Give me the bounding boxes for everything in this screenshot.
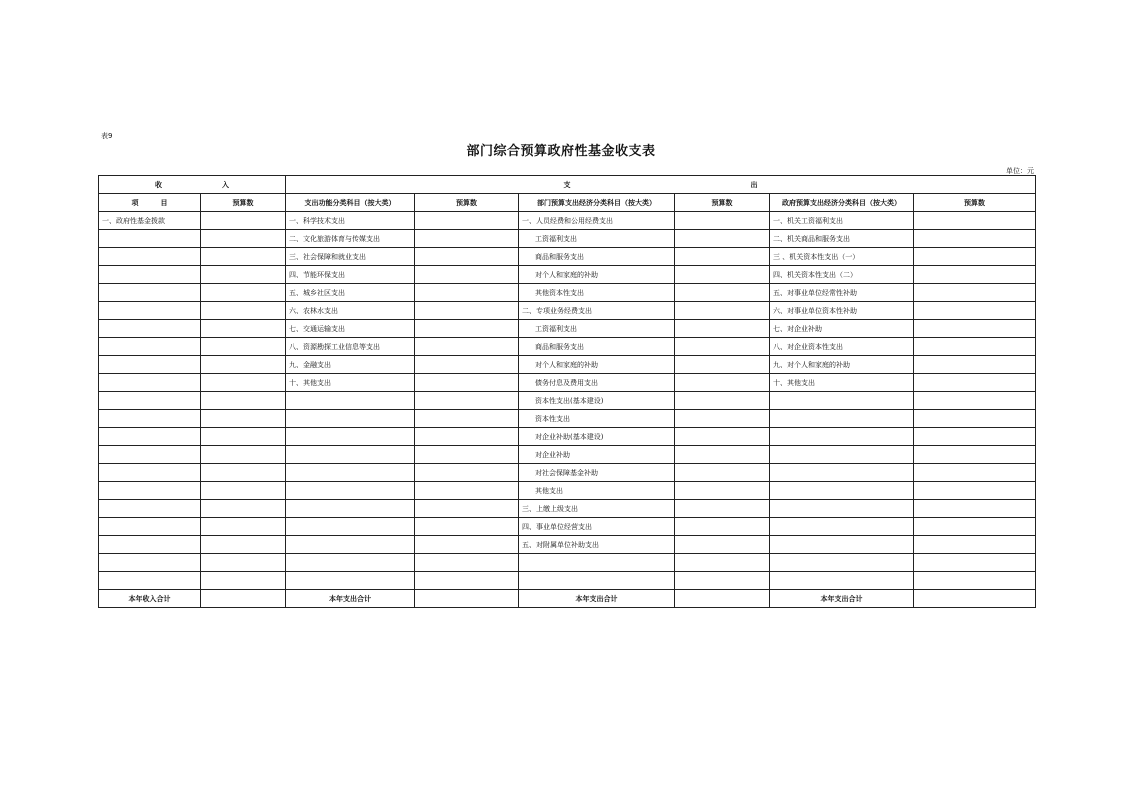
gov-econ-budget-cell [914, 230, 1036, 248]
table-row [99, 464, 1036, 482]
income-item-cell [99, 410, 201, 428]
income-budget-cell [201, 338, 286, 356]
income-item-cell [99, 572, 201, 590]
gov-econ-item-cell [770, 518, 914, 536]
expense-section-header [286, 176, 1036, 194]
income-item-cell [99, 518, 201, 536]
table-row [99, 392, 1036, 410]
dept-econ-item-cell: 商品和服务支出 [519, 248, 675, 266]
func-item-cell [286, 428, 415, 446]
table-row [99, 446, 1036, 464]
section-header-row [99, 176, 1036, 194]
dept-econ-item-cell: 二、专项业务经费支出 [519, 302, 675, 320]
func-budget-cell [415, 320, 519, 338]
func-budget-cell [415, 284, 519, 302]
dept-econ-item-cell: 对个人和家庭的补助 [519, 266, 675, 284]
table-row [99, 212, 1036, 230]
table-row [99, 536, 1036, 554]
func-item-cell [286, 536, 415, 554]
gov-econ-item-cell [770, 536, 914, 554]
func-budget-cell [415, 302, 519, 320]
total-dept-econ-label: 本年支出合计 [519, 590, 675, 608]
total-gov-econ-value [914, 590, 1036, 608]
income-item-cell [99, 302, 201, 320]
gov-econ-budget-cell [914, 374, 1036, 392]
table-row [99, 374, 1036, 392]
total-income-label: 本年收入合计 [99, 590, 201, 608]
col-header-func: 支出功能分类科目（按大类） [286, 194, 415, 212]
gov-econ-budget-cell [914, 410, 1036, 428]
gov-econ-item-cell: 九、对个人和家庭的补助 [770, 356, 914, 374]
func-item-cell: 二、文化旅游体育与传媒支出 [286, 230, 415, 248]
income-budget-cell [201, 410, 286, 428]
income-budget-cell [201, 266, 286, 284]
dept-econ-item-cell: 一、人员经费和公用经费支出 [519, 212, 675, 230]
table-row [99, 320, 1036, 338]
total-func-value [415, 590, 519, 608]
income-item-cell: 一、政府性基金拨款 [99, 212, 201, 230]
gov-econ-budget-cell [914, 338, 1036, 356]
gov-econ-item-cell [770, 446, 914, 464]
income-budget-cell [201, 446, 286, 464]
col-header-func-budget: 预算数 [415, 194, 519, 212]
func-budget-cell [415, 266, 519, 284]
gov-econ-budget-cell [914, 392, 1036, 410]
func-item-cell [286, 410, 415, 428]
gov-econ-budget-cell [914, 284, 1036, 302]
total-income-value [201, 590, 286, 608]
gov-econ-item-cell: 一、机关工资福利支出 [770, 212, 914, 230]
func-budget-cell [415, 500, 519, 518]
dept-econ-budget-cell [675, 482, 770, 500]
table-row [99, 302, 1036, 320]
gov-econ-item-cell [770, 410, 914, 428]
income-budget-cell [201, 572, 286, 590]
col-header-gov-budget: 预算数 [914, 194, 1036, 212]
expense-header-char-1: 支 [563, 180, 571, 189]
func-budget-cell [415, 554, 519, 572]
table-row [99, 356, 1036, 374]
income-item-cell [99, 464, 201, 482]
func-budget-cell [415, 356, 519, 374]
gov-econ-budget-cell [914, 482, 1036, 500]
dept-econ-budget-cell [675, 536, 770, 554]
dept-econ-budget-cell [675, 248, 770, 266]
dept-econ-item-cell: 对个人和家庭的补助 [519, 356, 675, 374]
dept-econ-budget-cell [675, 392, 770, 410]
income-budget-cell [201, 392, 286, 410]
gov-econ-budget-cell [914, 302, 1036, 320]
income-item-cell [99, 500, 201, 518]
table-row [99, 572, 1036, 590]
func-item-cell [286, 392, 415, 410]
dept-econ-item-cell: 债务付息及费用支出 [519, 374, 675, 392]
func-budget-cell [415, 392, 519, 410]
table-row [99, 266, 1036, 284]
gov-econ-item-cell: 五、对事业单位经常性补助 [770, 284, 914, 302]
page-title: 部门综合预算政府性基金收支表 [466, 144, 656, 159]
dept-econ-item-cell: 工资福利支出 [519, 320, 675, 338]
income-budget-cell [201, 320, 286, 338]
gov-econ-item-cell: 十、其他支出 [770, 374, 914, 392]
func-item-cell: 一、科学技术支出 [286, 212, 415, 230]
income-item-cell [99, 230, 201, 248]
gov-econ-item-cell [770, 572, 914, 590]
income-budget-cell [201, 518, 286, 536]
gov-econ-item-cell [770, 482, 914, 500]
dept-econ-budget-cell [675, 446, 770, 464]
col-header-item [99, 194, 201, 212]
col-header-dept-budget: 预算数 [675, 194, 770, 212]
table-number: 表9 [101, 132, 113, 140]
gov-econ-budget-cell [914, 266, 1036, 284]
income-item-cell [99, 554, 201, 572]
income-budget-cell [201, 212, 286, 230]
gov-econ-item-cell: 三 、机关资本性支出（一） [770, 248, 914, 266]
gov-econ-budget-cell [914, 248, 1036, 266]
dept-econ-budget-cell [675, 572, 770, 590]
total-gov-econ-label: 本年支出合计 [770, 590, 914, 608]
gov-econ-item-cell [770, 392, 914, 410]
table-row [99, 500, 1036, 518]
table-row [99, 284, 1036, 302]
income-header-char-1: 收 [155, 180, 162, 189]
gov-econ-item-cell: 七、对企业补助 [770, 320, 914, 338]
gov-econ-item-cell [770, 554, 914, 572]
income-budget-cell [201, 428, 286, 446]
gov-econ-item-cell: 八、对企业资本性支出 [770, 338, 914, 356]
func-budget-cell [415, 536, 519, 554]
dept-econ-budget-cell [675, 284, 770, 302]
func-budget-cell [415, 428, 519, 446]
col-header-item-char-2: 目 [160, 198, 168, 207]
income-budget-cell [201, 374, 286, 392]
func-item-cell: 四、节能环保支出 [286, 266, 415, 284]
func-budget-cell [415, 464, 519, 482]
income-item-cell [99, 266, 201, 284]
dept-econ-item-cell: 对企业补助(基本建设) [519, 428, 675, 446]
dept-econ-item-cell: 工资福利支出 [519, 230, 675, 248]
budget-table [98, 175, 1036, 608]
gov-econ-budget-cell [914, 518, 1036, 536]
gov-econ-item-cell: 二、机关商品和服务支出 [770, 230, 914, 248]
dept-econ-item-cell [519, 554, 675, 572]
dept-econ-item-cell: 其他支出 [519, 482, 675, 500]
func-budget-cell [415, 212, 519, 230]
dept-econ-item-cell: 资本性支出 [519, 410, 675, 428]
col-header-income-budget: 预算数 [201, 194, 286, 212]
income-header-char-2: 入 [222, 180, 229, 189]
func-item-cell [286, 446, 415, 464]
func-item-cell: 三、社会保障和就业支出 [286, 248, 415, 266]
dept-econ-budget-cell [675, 464, 770, 482]
func-item-cell: 八、资源勘探工业信息等支出 [286, 338, 415, 356]
income-item-cell [99, 338, 201, 356]
dept-econ-item-cell: 五、对附属单位补助支出 [519, 536, 675, 554]
func-item-cell [286, 572, 415, 590]
table-row [99, 410, 1036, 428]
func-budget-cell [415, 374, 519, 392]
func-budget-cell [415, 410, 519, 428]
table-row [99, 554, 1036, 572]
func-item-cell: 十、其他支出 [286, 374, 415, 392]
dept-econ-budget-cell [675, 212, 770, 230]
income-item-cell [99, 446, 201, 464]
income-item-cell [99, 320, 201, 338]
dept-econ-item-cell: 三、上缴上级支出 [519, 500, 675, 518]
dept-econ-budget-cell [675, 518, 770, 536]
income-budget-cell [201, 356, 286, 374]
func-item-cell: 七、交通运输支出 [286, 320, 415, 338]
dept-econ-budget-cell [675, 428, 770, 446]
income-budget-cell [201, 248, 286, 266]
col-header-item-char-1: 项 [131, 198, 139, 207]
table-row [99, 428, 1036, 446]
gov-econ-budget-cell [914, 212, 1036, 230]
income-budget-cell [201, 536, 286, 554]
dept-econ-item-cell: 对社会保障基金补助 [519, 464, 675, 482]
gov-econ-budget-cell [914, 428, 1036, 446]
gov-econ-budget-cell [914, 536, 1036, 554]
dept-econ-budget-cell [675, 500, 770, 518]
func-budget-cell [415, 482, 519, 500]
func-item-cell: 九、金融支出 [286, 356, 415, 374]
expense-header-char-2: 出 [750, 180, 758, 189]
income-item-cell [99, 536, 201, 554]
table-row [99, 482, 1036, 500]
income-item-cell [99, 356, 201, 374]
dept-econ-budget-cell [675, 230, 770, 248]
income-item-cell [99, 392, 201, 410]
func-item-cell: 六、农林水支出 [286, 302, 415, 320]
func-budget-cell [415, 446, 519, 464]
dept-econ-item-cell [519, 572, 675, 590]
income-item-cell [99, 284, 201, 302]
func-item-cell [286, 554, 415, 572]
dept-econ-item-cell: 四、事业单位经营支出 [519, 518, 675, 536]
gov-econ-budget-cell [914, 446, 1036, 464]
func-item-cell [286, 464, 415, 482]
table-row [99, 248, 1036, 266]
table-row [99, 338, 1036, 356]
income-item-cell [99, 482, 201, 500]
dept-econ-budget-cell [675, 554, 770, 572]
income-budget-cell [201, 302, 286, 320]
func-budget-cell [415, 230, 519, 248]
income-budget-cell [201, 482, 286, 500]
dept-econ-budget-cell [675, 266, 770, 284]
func-budget-cell [415, 248, 519, 266]
dept-econ-budget-cell [675, 374, 770, 392]
unit-label: 单位：元 [1006, 167, 1034, 175]
gov-econ-item-cell: 六、对事业单位资本性补助 [770, 302, 914, 320]
income-budget-cell [201, 230, 286, 248]
col-header-dept-econ: 部门预算支出经济分类科目（按大类） [519, 194, 675, 212]
dept-econ-budget-cell [675, 410, 770, 428]
func-item-cell [286, 518, 415, 536]
income-item-cell [99, 428, 201, 446]
total-func-label: 本年支出合计 [286, 590, 415, 608]
gov-econ-item-cell [770, 464, 914, 482]
total-dept-econ-value [675, 590, 770, 608]
dept-econ-budget-cell [675, 302, 770, 320]
table-row [99, 518, 1036, 536]
gov-econ-item-cell [770, 500, 914, 518]
income-item-cell [99, 374, 201, 392]
income-budget-cell [201, 464, 286, 482]
dept-econ-item-cell: 商品和服务支出 [519, 338, 675, 356]
func-item-cell [286, 482, 415, 500]
income-budget-cell [201, 554, 286, 572]
gov-econ-budget-cell [914, 554, 1036, 572]
dept-econ-budget-cell [675, 338, 770, 356]
table-row [99, 230, 1036, 248]
dept-econ-item-cell: 资本性支出(基本建设) [519, 392, 675, 410]
column-header-row [99, 194, 1036, 212]
gov-econ-item-cell [770, 428, 914, 446]
dept-econ-budget-cell [675, 356, 770, 374]
gov-econ-budget-cell [914, 572, 1036, 590]
func-item-cell: 五、城乡社区支出 [286, 284, 415, 302]
func-budget-cell [415, 338, 519, 356]
income-budget-cell [201, 284, 286, 302]
dept-econ-budget-cell [675, 320, 770, 338]
gov-econ-budget-cell [914, 500, 1036, 518]
totals-row [99, 590, 1036, 608]
col-header-gov-econ: 政府预算支出经济分类科目（按大类） [770, 194, 914, 212]
gov-econ-item-cell: 四、机关资本性支出（二） [770, 266, 914, 284]
gov-econ-budget-cell [914, 320, 1036, 338]
func-budget-cell [415, 518, 519, 536]
gov-econ-budget-cell [914, 464, 1036, 482]
dept-econ-item-cell: 其他资本性支出 [519, 284, 675, 302]
dept-econ-item-cell: 对企业补助 [519, 446, 675, 464]
income-budget-cell [201, 500, 286, 518]
income-item-cell [99, 248, 201, 266]
func-budget-cell [415, 572, 519, 590]
func-item-cell [286, 500, 415, 518]
income-section-header [99, 176, 286, 194]
gov-econ-budget-cell [914, 356, 1036, 374]
